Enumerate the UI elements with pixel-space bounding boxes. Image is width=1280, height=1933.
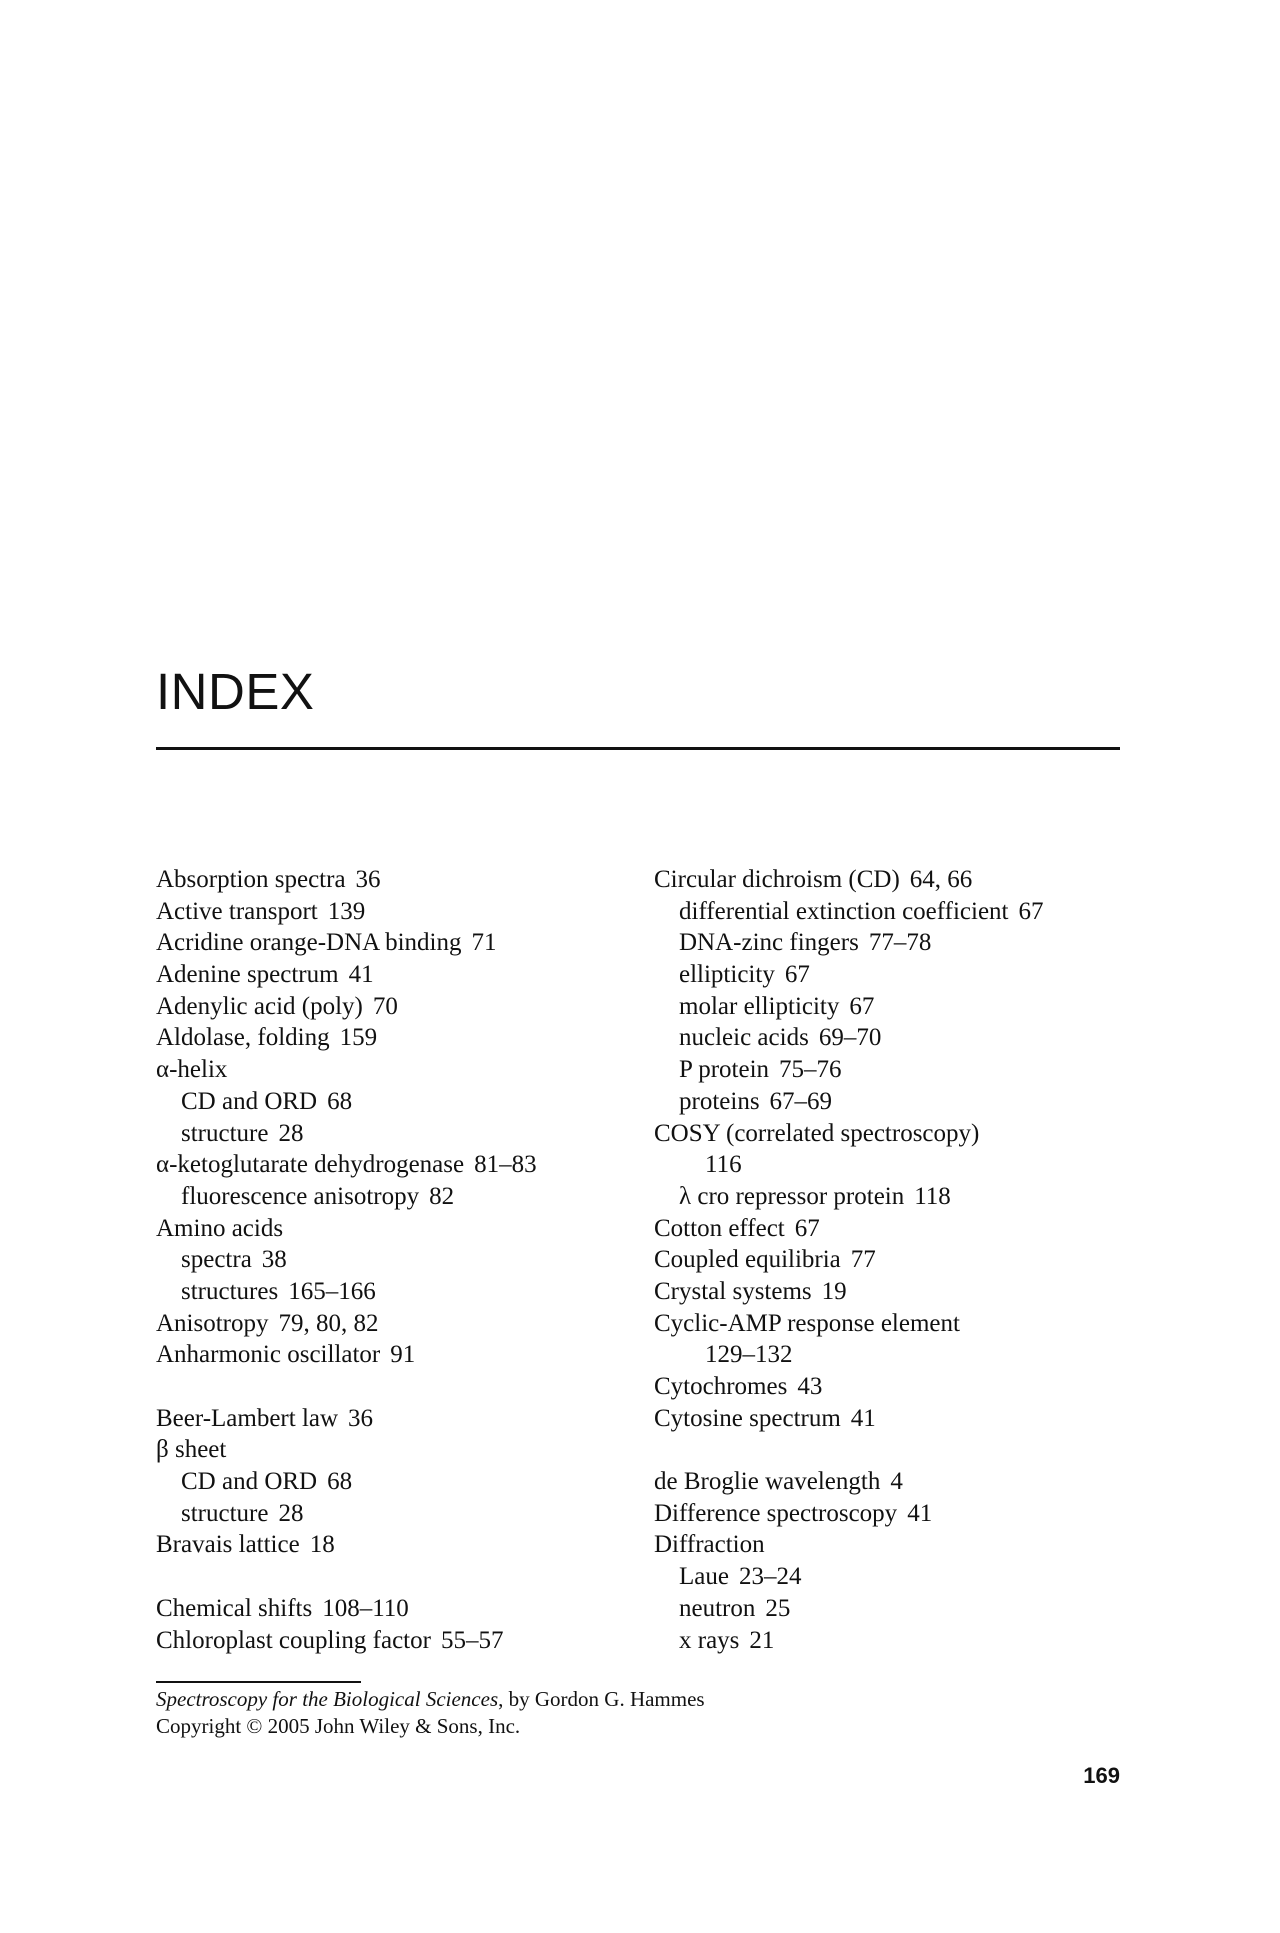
index-term: P protein [679, 1056, 770, 1084]
index-term: Anharmonic oscillator [156, 1341, 381, 1369]
index-entry [654, 1466, 1124, 1498]
index-pages: 67–69 [769, 1087, 833, 1115]
copyright-line: Copyright © 2005 John Wiley & Sons, Inc. [156, 1714, 521, 1738]
index-entry [654, 1529, 1124, 1561]
index-subentry [654, 1149, 1124, 1181]
index-pages: 81–83 [474, 1151, 537, 1179]
index-term: Circular dichroism (CD) [654, 866, 900, 893]
index-pages: 68 [327, 1087, 353, 1115]
index-subentry [654, 927, 1124, 959]
index-subentry [156, 1498, 636, 1530]
index-term: Adenine spectrum [156, 961, 339, 989]
index-pages: 91 [390, 1341, 416, 1369]
index-term: de Broglie wavelength [654, 1468, 881, 1496]
index-subentry [654, 1181, 1124, 1213]
index-term: Active transport [156, 897, 318, 925]
index-term: DNA-zinc fingers [679, 929, 859, 957]
index-term: neutron [679, 1594, 756, 1622]
index-pages: 38 [261, 1246, 287, 1274]
index-subentry [654, 959, 1124, 991]
index-term: Cyclic-AMP response element [654, 1309, 960, 1337]
index-pages: 77–78 [868, 929, 932, 957]
footnote-rule [156, 1681, 361, 1683]
index-subentry [654, 1339, 1124, 1371]
index-entry [156, 864, 636, 896]
index-entry [156, 1593, 636, 1625]
index-term: Cytochromes [654, 1373, 788, 1400]
index-entry [654, 1276, 1124, 1308]
index-pages: 79, 80, 82 [278, 1309, 379, 1337]
index-pages: 82 [429, 1182, 455, 1210]
index-pages: 25 [765, 1594, 791, 1622]
book-byline: , by Gordon G. Hammes [498, 1687, 705, 1711]
index-subentry [654, 991, 1124, 1023]
index-subentry [654, 896, 1124, 928]
index-pages: 68 [327, 1468, 353, 1496]
index-term: Laue [679, 1563, 729, 1591]
index-gap [654, 1434, 1124, 1466]
index-subentry [654, 1561, 1124, 1593]
index-subentry [654, 1593, 1124, 1625]
index-pages: 21 [749, 1626, 775, 1654]
index-term: spectra [181, 1246, 252, 1274]
index-pages: 18 [309, 1531, 335, 1559]
index-term: λ cro repressor protein [679, 1182, 905, 1210]
index-pages: 165–166 [288, 1277, 376, 1305]
index-term: Amino acids [156, 1214, 284, 1242]
index-entry [156, 1022, 636, 1054]
page-number: 169 [1083, 1763, 1120, 1788]
index-gap [156, 1371, 636, 1403]
index-pages: 4 [890, 1468, 903, 1496]
index-pages: 159 [339, 1024, 378, 1052]
index-entry [156, 1054, 636, 1086]
index-subentry [654, 1054, 1124, 1086]
index-entry [654, 1371, 1124, 1403]
index-term: CD and ORD [181, 1087, 318, 1115]
index-term: Crystal systems [654, 1277, 812, 1305]
index-entry [654, 1308, 1124, 1340]
index-term: Coupled equilibria [654, 1246, 841, 1274]
index-term: structures [181, 1277, 279, 1305]
index-term: structure [181, 1119, 269, 1147]
index-entry [156, 1403, 636, 1435]
index-subentry [654, 1086, 1124, 1118]
index-term: Chloroplast coupling factor [156, 1626, 431, 1654]
index-term: nucleic acids [679, 1024, 809, 1052]
index-entry [654, 1403, 1124, 1435]
index-term: Absorption spectra [156, 866, 346, 893]
index-term: CD and ORD [181, 1468, 318, 1496]
index-subentry [156, 1086, 636, 1118]
index-column-right [654, 864, 1124, 1656]
index-entry [156, 1339, 636, 1371]
index-term: differential extinction coefficient [679, 897, 1009, 925]
index-term: proteins [679, 1087, 760, 1115]
index-term: α-ketoglutarate dehydrogenase [156, 1151, 465, 1179]
index-gap [156, 1561, 636, 1593]
index-pages: 71 [471, 929, 497, 957]
index-entry [156, 1625, 636, 1657]
index-entry [156, 1529, 636, 1561]
index-term: Difference spectroscopy [654, 1499, 898, 1527]
index-term: Bravais lattice [156, 1531, 300, 1559]
page-title: INDEX [156, 663, 315, 720]
book-title: Spectroscopy for the Biological Sciences [156, 1687, 499, 1711]
index-term: Diffraction [654, 1531, 765, 1559]
index-pages: 67 [849, 992, 875, 1020]
index-term: Cotton effect [654, 1214, 785, 1242]
index-pages: 23–24 [738, 1563, 802, 1591]
index-pages: 41 [850, 1404, 876, 1432]
title-rule [156, 747, 1120, 750]
index-subentry [156, 1118, 636, 1150]
index-term: x rays [679, 1626, 740, 1654]
footnote [156, 1686, 705, 1740]
index-pages: 41 [348, 961, 374, 989]
index-entry [156, 959, 636, 991]
index-pages: 41 [907, 1499, 933, 1527]
index-pages: 28 [278, 1119, 304, 1147]
index-pages: 69–70 [818, 1024, 882, 1052]
index-entry [654, 1244, 1124, 1276]
index-term: COSY (correlated spectroscopy) [654, 1119, 980, 1147]
index-term: Chemical shifts [156, 1594, 313, 1622]
index-entry [654, 864, 1124, 896]
index-pages: 108–110 [322, 1594, 409, 1622]
index-pages: 77 [850, 1246, 876, 1274]
index-term: Acridine orange-DNA binding [156, 929, 462, 957]
index-term: β sheet [156, 1436, 227, 1464]
index-term: ellipticity [679, 961, 775, 989]
index-pages: 75–76 [779, 1056, 842, 1084]
index-subentry [156, 1276, 636, 1308]
index-entry [654, 1213, 1124, 1245]
index-pages: 28 [278, 1499, 304, 1527]
index-term: Adenylic acid (poly) [156, 992, 363, 1020]
index-subentry [156, 1466, 636, 1498]
index-column-left [156, 864, 636, 1656]
index-pages: 67 [1018, 897, 1044, 925]
index-pages: 55–57 [440, 1626, 504, 1654]
index-term: 116 [705, 1151, 742, 1179]
index-pages: 67 [794, 1214, 820, 1242]
index-term: 129–132 [705, 1341, 793, 1369]
index-term: α-helix [156, 1056, 228, 1084]
index-term: Aldolase, folding [156, 1024, 330, 1052]
index-pages: 67 [784, 961, 810, 989]
index-pages: 36 [355, 866, 381, 893]
index-pages: 139 [327, 897, 366, 925]
index-entry [156, 927, 636, 959]
index-entry [156, 991, 636, 1023]
index-subentry [156, 1244, 636, 1276]
index-subentry [654, 1625, 1124, 1657]
index-entry [156, 1149, 636, 1181]
index-pages: 19 [821, 1277, 847, 1305]
index-entry [156, 1434, 636, 1466]
index-pages: 43 [797, 1373, 823, 1400]
index-entry [156, 1213, 636, 1245]
index-entry [156, 896, 636, 928]
index-entry [654, 1498, 1124, 1530]
index-pages: 36 [348, 1404, 374, 1432]
index-term: structure [181, 1499, 269, 1527]
index-entry [156, 1308, 636, 1340]
index-pages: 64, 66 [909, 866, 973, 893]
index-term: Cytosine spectrum [654, 1404, 841, 1432]
index-pages: 70 [372, 992, 398, 1020]
index-subentry [156, 1181, 636, 1213]
index-term: fluorescence anisotropy [181, 1182, 420, 1210]
index-pages: 118 [914, 1182, 951, 1210]
index-subentry [654, 1022, 1124, 1054]
index-term: Anisotropy [156, 1309, 269, 1337]
index-term: molar ellipticity [679, 992, 840, 1020]
index-term: Beer-Lambert law [156, 1404, 339, 1432]
footnote-citation [156, 1686, 705, 1713]
index-entry [654, 1118, 1124, 1150]
